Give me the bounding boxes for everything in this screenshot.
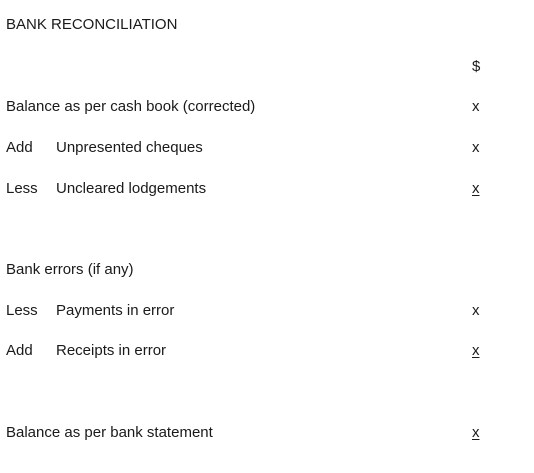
currency-column-header: $ bbox=[472, 58, 481, 75]
row-prefix: Less bbox=[6, 180, 38, 197]
row-amount: x bbox=[472, 302, 480, 319]
row-label: Uncleared lodgements bbox=[56, 180, 207, 197]
row-label: Balance as per bank statement bbox=[6, 424, 213, 441]
row-prefix: Add bbox=[6, 342, 33, 359]
row-amount: x bbox=[472, 342, 480, 359]
row-prefix: Less bbox=[6, 302, 38, 319]
row-label: Unpresented cheques bbox=[56, 139, 203, 156]
row-prefix: Add bbox=[6, 139, 33, 156]
document-title: BANK RECONCILIATION bbox=[6, 16, 178, 33]
row-amount: x bbox=[472, 98, 480, 115]
row-label: Receipts in error bbox=[56, 342, 167, 359]
row-amount: x bbox=[472, 424, 480, 441]
row-label: Balance as per cash book (corrected) bbox=[6, 98, 256, 115]
row-amount: x bbox=[472, 139, 480, 156]
row-amount: x bbox=[472, 180, 480, 197]
row-label: Payments in error bbox=[56, 302, 175, 319]
row-label: Bank errors (if any) bbox=[6, 261, 134, 278]
